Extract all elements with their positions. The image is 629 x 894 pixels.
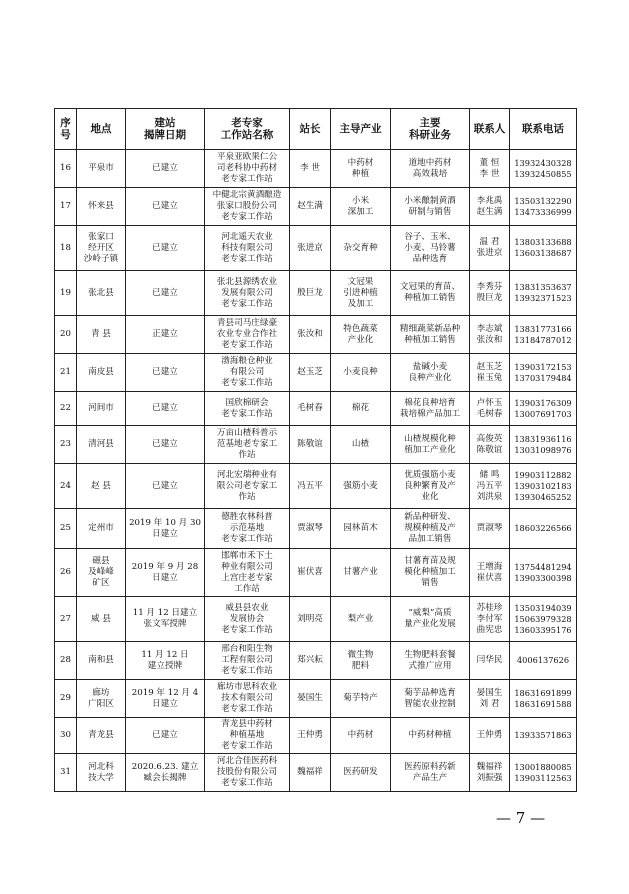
cell-station-name: 河北合佳医药科 技股份有限公司 老专家工作站 bbox=[205, 754, 290, 792]
cell-phone: 4006137626 bbox=[510, 642, 577, 680]
cell-phone: 13754481294 13903300398 bbox=[510, 549, 577, 597]
cell-station-head: 魏福祥 bbox=[290, 754, 331, 792]
cell-index: 30 bbox=[55, 718, 77, 754]
cell-date: 2019 年 9 月 28 日建立 bbox=[126, 549, 205, 597]
cell-station-name: 邢台和阳生物 工程有限公司 老专家工作站 bbox=[205, 642, 290, 680]
cell-contact: 贾淑琴 bbox=[470, 509, 510, 549]
table-row bbox=[55, 718, 577, 754]
cell-date: 已建立 bbox=[126, 354, 205, 392]
cell-station-head: 李 世 bbox=[290, 150, 331, 188]
cell-station-head: 张进京 bbox=[290, 226, 331, 271]
cell-index: 21 bbox=[55, 354, 77, 392]
cell-index: 28 bbox=[55, 642, 77, 680]
cell-index: 27 bbox=[55, 597, 77, 642]
cell-research: 精细蔬菜新品种 种植加工销售 bbox=[391, 316, 470, 354]
cell-phone: 18603226566 bbox=[510, 509, 577, 549]
cell-industry: 梨产业 bbox=[331, 597, 391, 642]
cell-index: 26 bbox=[55, 549, 77, 597]
cell-station-head: 晏国生 bbox=[290, 680, 331, 718]
cell-index: 19 bbox=[55, 271, 77, 316]
cell-station-head: 陈敬谊 bbox=[290, 426, 331, 464]
cell-station-name: 河北遥天农业 科技有限公司 老专家工作站 bbox=[205, 226, 290, 271]
cell-industry: 园林苗木 bbox=[331, 509, 391, 549]
cell-industry: 棉花 bbox=[331, 392, 391, 426]
cell-station-head: 冯五平 bbox=[290, 464, 331, 509]
cell-place: 河北科 技大学 bbox=[77, 754, 126, 792]
cell-contact: 储 鸣 冯五平 刘洪泉 bbox=[470, 464, 510, 509]
cell-station-name: 张北县源绣农业 发展有限公司 老专家工作站 bbox=[205, 271, 290, 316]
cell-research: 优质强筋小麦 良种繁育及产 业化 bbox=[391, 464, 470, 509]
table-row bbox=[55, 464, 577, 509]
header-date: 建站 揭牌日期 bbox=[126, 109, 205, 150]
cell-phone: 13803133688 13603138687 bbox=[510, 226, 577, 271]
cell-phone: 13903176309 13007691703 bbox=[510, 392, 577, 426]
cell-place: 威 县 bbox=[77, 597, 126, 642]
cell-station-name: 渤海粮仓种业 有限公司 老专家工作站 bbox=[205, 354, 290, 392]
table-row bbox=[55, 392, 577, 426]
cell-contact: 温 君 张进京 bbox=[470, 226, 510, 271]
cell-station-name: 邯郸市禾下土 种业有限公司 上宫庄老专家 工作站 bbox=[205, 549, 290, 597]
cell-index: 16 bbox=[55, 150, 77, 188]
table-row bbox=[55, 754, 577, 792]
cell-station-name: 平泉亚欧果仁公 司老科协中药材 老专家工作站 bbox=[205, 150, 290, 188]
cell-station-head: 赵生满 bbox=[290, 188, 331, 226]
cell-phone: 13831936116 13031098976 bbox=[510, 426, 577, 464]
table-row bbox=[55, 426, 577, 464]
cell-place: 河间市 bbox=[77, 392, 126, 426]
table-row bbox=[55, 226, 577, 271]
header-phone: 联系电话 bbox=[510, 109, 577, 150]
cell-industry: 医药研发 bbox=[331, 754, 391, 792]
expert-station-table bbox=[54, 108, 577, 792]
cell-industry: 文冠果 引进种植 及加工 bbox=[331, 271, 391, 316]
cell-date: 已建立 bbox=[126, 226, 205, 271]
cell-date: 2019 年 10 月 30 日建立 bbox=[126, 509, 205, 549]
cell-contact: 王增海 崔伏喜 bbox=[470, 549, 510, 597]
header-industry: 主导产业 bbox=[331, 109, 391, 150]
header-contact: 联系人 bbox=[470, 109, 510, 150]
cell-date: 2019 年 12 月 4 日建立 bbox=[126, 680, 205, 718]
cell-date: 2020.6.23. 建立 臧会长揭牌 bbox=[126, 754, 205, 792]
header-index: 序 号 bbox=[55, 109, 77, 150]
cell-industry: 中药材 种植 bbox=[331, 150, 391, 188]
cell-date: 已建立 bbox=[126, 150, 205, 188]
cell-date: 正建立 bbox=[126, 316, 205, 354]
cell-station-name: 青县司马庄绿豪 农业专业合作社 老专家工作站 bbox=[205, 316, 290, 354]
header-research: 主要 科研业务 bbox=[391, 109, 470, 150]
cell-research: 新品种研发、 规模种植及产 品加工销售 bbox=[391, 509, 470, 549]
cell-contact: 王仲勇 bbox=[470, 718, 510, 754]
cell-contact: 董 恒 李 世 bbox=[470, 150, 510, 188]
cell-date: 已建立 bbox=[126, 718, 205, 754]
header-place: 地点 bbox=[77, 109, 126, 150]
header-station-name: 老专家 工作站名称 bbox=[205, 109, 290, 150]
cell-index: 22 bbox=[55, 392, 77, 426]
cell-station-head: 王仲勇 bbox=[290, 718, 331, 754]
table-row bbox=[55, 509, 577, 549]
cell-research: 菊芋品种选育 智能农业控制 bbox=[391, 680, 470, 718]
table-row bbox=[55, 642, 577, 680]
cell-station-head: 崔伏喜 bbox=[290, 549, 331, 597]
cell-research: 医药原料药新 产品生产 bbox=[391, 754, 470, 792]
cell-place: 南和县 bbox=[77, 642, 126, 680]
cell-station-head: 赵玉芝 bbox=[290, 354, 331, 392]
cell-index: 18 bbox=[55, 226, 77, 271]
cell-contact: 赵玉芝 崔玉兔 bbox=[470, 354, 510, 392]
table-row bbox=[55, 680, 577, 718]
cell-station-head: 殷巨龙 bbox=[290, 271, 331, 316]
cell-industry: 中药材 bbox=[331, 718, 391, 754]
cell-place: 张北县 bbox=[77, 271, 126, 316]
cell-station-name: 国欣棉研会 老专家工作站 bbox=[205, 392, 290, 426]
cell-index: 31 bbox=[55, 754, 77, 792]
cell-phone: 13932430328 13932450855 bbox=[510, 150, 577, 188]
cell-station-head: 刘明亮 bbox=[290, 597, 331, 642]
cell-station-head: 郑兴耘 bbox=[290, 642, 331, 680]
table-row bbox=[55, 316, 577, 354]
cell-phone: 18631691899 18631691588 bbox=[510, 680, 577, 718]
cell-date: 已建立 bbox=[126, 392, 205, 426]
cell-research: 谷子、玉米、 小麦、马铃薯 品种选育 bbox=[391, 226, 470, 271]
table-row bbox=[55, 597, 577, 642]
cell-research: 文冠果的育苗、 种植加工销售 bbox=[391, 271, 470, 316]
cell-contact: 李兆禹 赵生满 bbox=[470, 188, 510, 226]
cell-station-name: 威县县农业 发展协会 老专家工作站 bbox=[205, 597, 290, 642]
cell-place: 张家口 经开区 沙岭子镇 bbox=[77, 226, 126, 271]
table-row bbox=[55, 188, 577, 226]
page-number: — 7 — bbox=[496, 809, 546, 827]
cell-research: 道地中药材 高效栽培 bbox=[391, 150, 470, 188]
cell-place: 赵 县 bbox=[77, 464, 126, 509]
cell-contact: 高俊英 陈敬谊 bbox=[470, 426, 510, 464]
cell-contact: 魏福祥 刘振强 bbox=[470, 754, 510, 792]
cell-contact: 李秀芬 殷巨龙 bbox=[470, 271, 510, 316]
cell-phone: 13933571863 bbox=[510, 718, 577, 754]
cell-place: 清河县 bbox=[77, 426, 126, 464]
cell-station-name: 中健北宗黄酒酿造 张家口股份公司 老专家工作站 bbox=[205, 188, 290, 226]
cell-place: 廊坊 广阳区 bbox=[77, 680, 126, 718]
cell-industry: 菊芋特产 bbox=[331, 680, 391, 718]
cell-index: 17 bbox=[55, 188, 77, 226]
cell-contact: 李志斌 张汝和 bbox=[470, 316, 510, 354]
cell-industry: 小麦良种 bbox=[331, 354, 391, 392]
cell-research: 盐碱小麦 良种产业化 bbox=[391, 354, 470, 392]
cell-station-name: 万亩山楂科普示 范基地老专家工 作站 bbox=[205, 426, 290, 464]
cell-industry: 小米 深加工 bbox=[331, 188, 391, 226]
table-row bbox=[55, 150, 577, 188]
cell-phone: 13831353637 13932371523 bbox=[510, 271, 577, 316]
cell-industry: 甘薯产业 bbox=[331, 549, 391, 597]
cell-station-name: 德胜农林科普 示范基地 老专家工作站 bbox=[205, 509, 290, 549]
header-station-head: 站长 bbox=[290, 109, 331, 150]
cell-research: 中药材种植 bbox=[391, 718, 470, 754]
cell-date: 已建立 bbox=[126, 426, 205, 464]
cell-research: 生物肥料套餐 式推广应用 bbox=[391, 642, 470, 680]
cell-place: 青 县 bbox=[77, 316, 126, 354]
cell-contact: 晏国生 刘 君 bbox=[470, 680, 510, 718]
cell-contact: 闫华民 bbox=[470, 642, 510, 680]
cell-date: 11 月 12 日 建立授牌 bbox=[126, 642, 205, 680]
table-row bbox=[55, 354, 577, 392]
cell-index: 24 bbox=[55, 464, 77, 509]
cell-date: 已建立 bbox=[126, 271, 205, 316]
cell-station-head: 张汝和 bbox=[290, 316, 331, 354]
cell-index: 20 bbox=[55, 316, 77, 354]
cell-phone: 13503194039 15063979328 13603395176 bbox=[510, 597, 577, 642]
table-row bbox=[55, 549, 577, 597]
cell-industry: 特色蔬菜 产业化 bbox=[331, 316, 391, 354]
cell-station-name: 廊坊市思科农业 技术有限公司 老专家工作站 bbox=[205, 680, 290, 718]
cell-phone: 13001880085 13903112563 bbox=[510, 754, 577, 792]
cell-industry: 杂交育种 bbox=[331, 226, 391, 271]
cell-contact: 苏桂珍 李付军 曲宪忠 bbox=[470, 597, 510, 642]
cell-industry: 山楂 bbox=[331, 426, 391, 464]
cell-industry: 微生物 肥料 bbox=[331, 642, 391, 680]
cell-date: 11 月 12 日建立 张文军授牌 bbox=[126, 597, 205, 642]
cell-place: 定州市 bbox=[77, 509, 126, 549]
table-row bbox=[55, 271, 577, 316]
cell-place: 磁县 及峰峰 矿区 bbox=[77, 549, 126, 597]
cell-station-name: 河北宏瑞种业有 限公司老专家工 作站 bbox=[205, 464, 290, 509]
cell-station-name: 青龙县中药材 种植基地 老专家工作站 bbox=[205, 718, 290, 754]
cell-research: 山楂规模化种 植加工产业化 bbox=[391, 426, 470, 464]
cell-industry: 强筋小麦 bbox=[331, 464, 391, 509]
cell-phone: 13503132290 13473336999 bbox=[510, 188, 577, 226]
cell-date: 已建立 bbox=[126, 464, 205, 509]
cell-station-head: 毛树春 bbox=[290, 392, 331, 426]
cell-phone: 13903172153 13703179484 bbox=[510, 354, 577, 392]
cell-research: 棉花良种培育 栽培棉产品加工 bbox=[391, 392, 470, 426]
cell-phone: 19903112882 13903102183 13930465252 bbox=[510, 464, 577, 509]
cell-index: 23 bbox=[55, 426, 77, 464]
cell-index: 29 bbox=[55, 680, 77, 718]
cell-place: 青龙县 bbox=[77, 718, 126, 754]
cell-index: 25 bbox=[55, 509, 77, 549]
cell-research: “威梨”高质 量产业化发展 bbox=[391, 597, 470, 642]
cell-contact: 卢怀玉 毛树春 bbox=[470, 392, 510, 426]
cell-research: 甘薯育苗及规 模化种植加工 销售 bbox=[391, 549, 470, 597]
cell-station-head: 贾淑琴 bbox=[290, 509, 331, 549]
cell-phone: 13831773166 13184787012 bbox=[510, 316, 577, 354]
table-header-row bbox=[55, 109, 577, 150]
cell-place: 南皮县 bbox=[77, 354, 126, 392]
cell-research: 小米酿制黄酒 研制与销售 bbox=[391, 188, 470, 226]
cell-place: 怀来县 bbox=[77, 188, 126, 226]
cell-place: 平泉市 bbox=[77, 150, 126, 188]
cell-date: 已建立 bbox=[126, 188, 205, 226]
